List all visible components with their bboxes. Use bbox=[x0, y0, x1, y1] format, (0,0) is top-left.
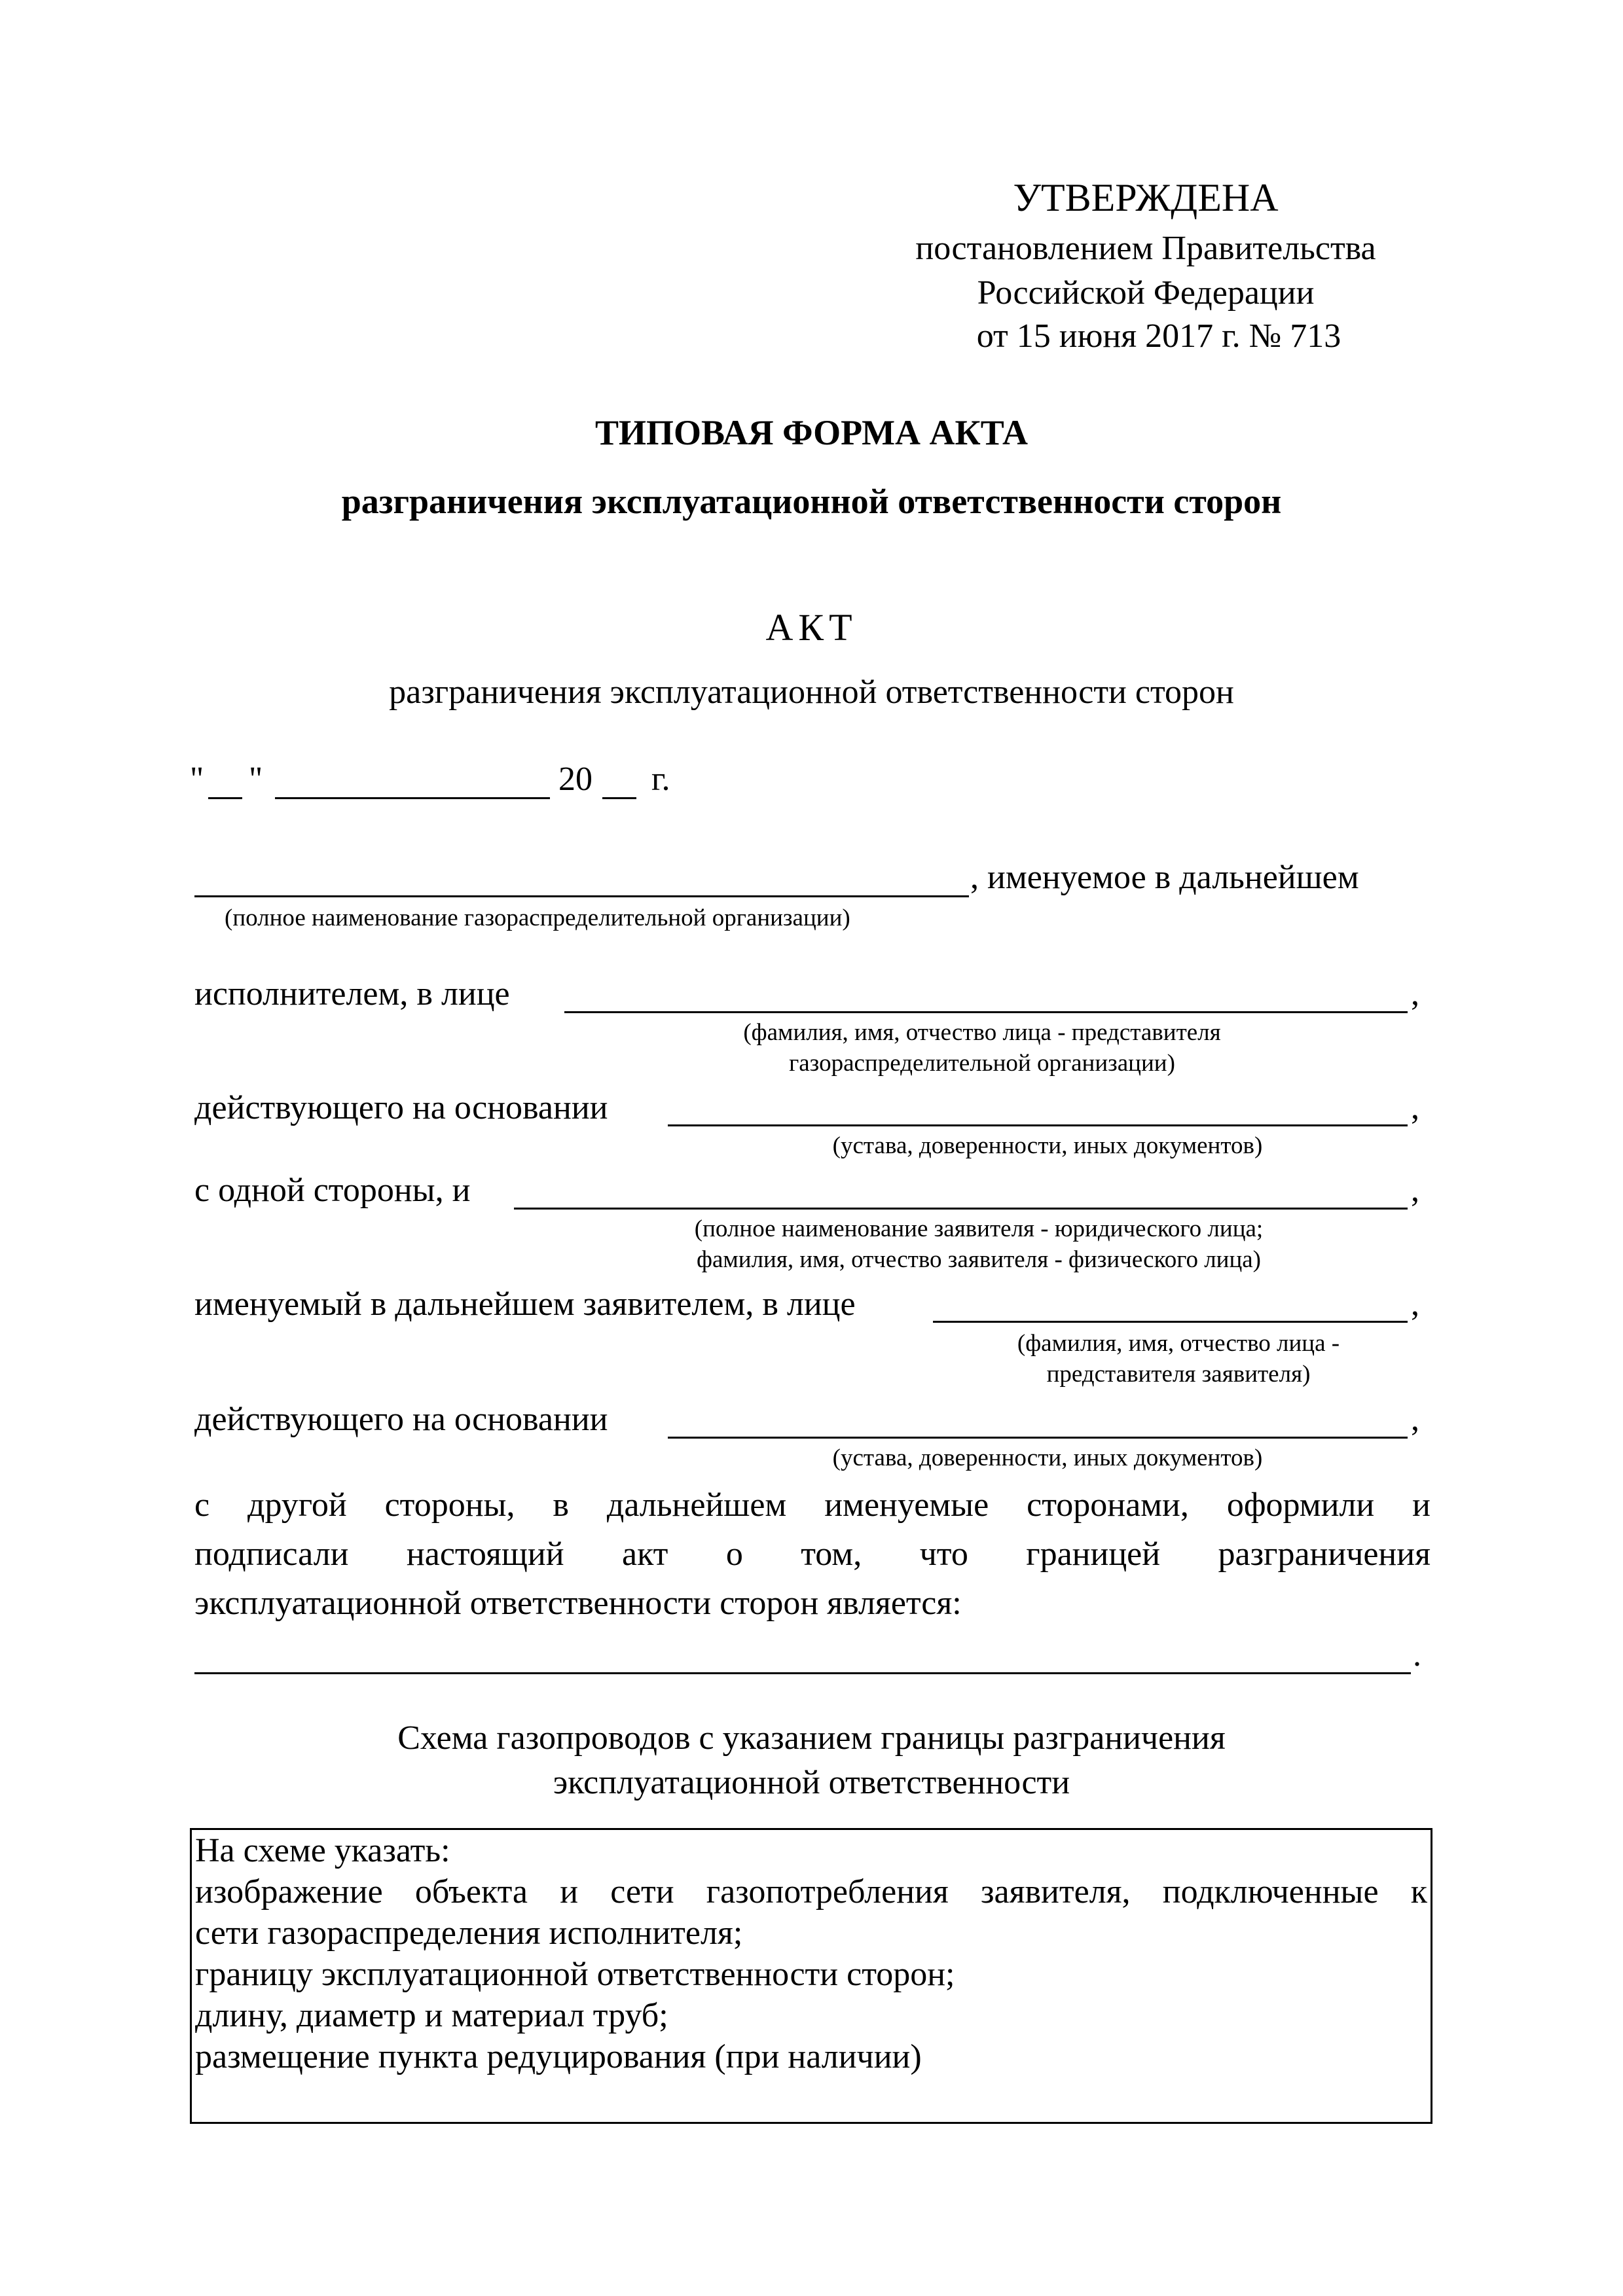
form-subtitle: разграничения эксплуатационной ответственности сторон bbox=[341, 482, 1282, 521]
boundary-period: . bbox=[1413, 1636, 1421, 1674]
act-title: АКТ bbox=[765, 606, 858, 649]
applicant-caption-2: фамилия, имя, отчество заявителя - физического лица) bbox=[696, 1246, 1262, 1273]
approval-title: УТВЕРЖДЕНА bbox=[1013, 176, 1279, 219]
basis2-blank[interactable] bbox=[668, 1437, 1408, 1439]
date-month-blank[interactable] bbox=[275, 797, 550, 799]
executor-caption-1: (фамилия, имя, отчество лица - представителя bbox=[743, 1019, 1221, 1046]
box-line-2: изображение объекта и сети газопотребления заявителя, подключенные к bbox=[195, 1873, 1427, 1910]
basis2-comma: , bbox=[1411, 1401, 1419, 1438]
box-line-4: границу эксплуатационной ответственности сторон; bbox=[195, 1956, 955, 1993]
scheme-title-1: Схема газопроводов с указанием границы разграничения bbox=[397, 1719, 1226, 1757]
approval-line-2: Российской Федерации bbox=[977, 274, 1315, 312]
gdo-name-blank[interactable] bbox=[194, 895, 969, 897]
executor-label: исполнителем, в лице bbox=[194, 975, 510, 1013]
box-line-1: На схеме указать: bbox=[195, 1832, 450, 1869]
act-subtitle: разграничения эксплуатационной ответственности сторон bbox=[389, 673, 1234, 711]
basis1-blank[interactable] bbox=[668, 1124, 1408, 1126]
body-line-2: подписали настоящий акт о том, что границей разграничения bbox=[194, 1535, 1431, 1573]
basis1-caption: (устава, доверенности, иных документов) bbox=[832, 1132, 1263, 1159]
applicant-comma: , bbox=[1411, 1285, 1419, 1323]
applicant-rep-caption-1: (фамилия, имя, отчество лица - bbox=[1017, 1330, 1340, 1357]
date-year-blank[interactable] bbox=[602, 797, 636, 799]
scheme-instruction-box bbox=[190, 1828, 1432, 2124]
executor-comma: , bbox=[1411, 975, 1419, 1013]
date-year-prefix: 20 bbox=[558, 761, 593, 798]
applicant-rep-caption-2: представителя заявителя) bbox=[1046, 1361, 1311, 1388]
gdo-suffix: , именуемое в дальнейшем bbox=[970, 859, 1359, 896]
box-line-5: длину, диаметр и материал труб; bbox=[195, 1997, 668, 2034]
body-line-1: с другой стороны, в дальнейшем именуемые сторонами, оформили и bbox=[194, 1486, 1431, 1524]
basis1-comma: , bbox=[1411, 1089, 1419, 1126]
box-line-3: сети газораспределения исполнителя; bbox=[195, 1914, 743, 1952]
applicant-name-blank[interactable] bbox=[514, 1208, 1408, 1210]
executor-caption-2: газораспределительной организации) bbox=[789, 1050, 1175, 1077]
date-day-blank[interactable] bbox=[208, 797, 242, 799]
approval-line-3: от 15 июня 2017 г. № 713 bbox=[976, 317, 1341, 355]
one-side-label: с одной стороны, и bbox=[194, 1172, 471, 1209]
date-quote-open: " bbox=[190, 761, 204, 798]
date-year-suffix: г. bbox=[651, 761, 670, 798]
scheme-title-2: эксплуатационной ответственности bbox=[553, 1764, 1070, 1801]
box-line-6: размещение пункта редуцирования (при наличии) bbox=[195, 2038, 922, 2075]
date-quote-close: " bbox=[249, 761, 263, 798]
one-side-comma: , bbox=[1411, 1172, 1419, 1209]
approval-line-1: постановлением Правительства bbox=[915, 230, 1376, 267]
executor-rep-blank[interactable] bbox=[564, 1011, 1408, 1013]
body-line-3: эксплуатационной ответственности сторон является: bbox=[194, 1585, 962, 1622]
gdo-caption: (полное наименование газораспределительной организации) bbox=[225, 905, 850, 931]
boundary-blank[interactable] bbox=[194, 1672, 1411, 1674]
basis1-label: действующего на основании bbox=[194, 1089, 608, 1126]
applicant-caption-1: (полное наименование заявителя - юридического лица; bbox=[694, 1215, 1264, 1242]
basis2-caption: (устава, доверенности, иных документов) bbox=[832, 1444, 1263, 1471]
applicant-label: именуемый в дальнейшем заявителем, в лице bbox=[194, 1285, 856, 1323]
applicant-rep-blank[interactable] bbox=[933, 1321, 1408, 1323]
form-title: ТИПОВАЯ ФОРМА АКТА bbox=[594, 413, 1029, 452]
basis2-label: действующего на основании bbox=[194, 1401, 608, 1438]
